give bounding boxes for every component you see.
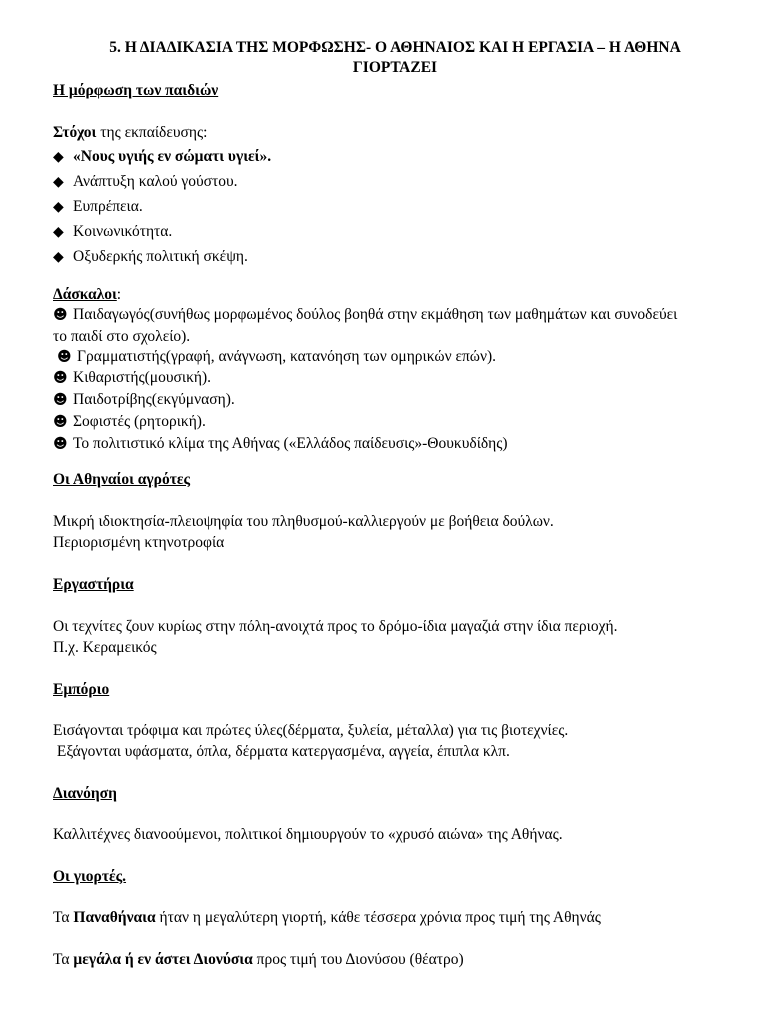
teachers-list-rest	[53, 367, 743, 455]
intellect-text: Καλλιτέχνες διανοούμενοι, πολιτικοί δημιουργούν το «χρυσό αιώνα» της Αθήνας.	[53, 826, 563, 843]
farmers-text: Μικρή ιδιοκτησία-πλειοψηφία του πληθυσμού-καλλιεργούν με βοήθεια δούλων. Περιορισμένη κτηνοτροφία	[53, 513, 554, 551]
goal-item: ◆ «Νους υγιής εν σώματι υγιεί».	[53, 146, 743, 168]
trade-text: Εισάγονται τρόφιμα και πρώτες ύλες(δέρματα, ξυλεία, μέταλλα) για τις βιοτεχνίες. Εξάγονται υφάσματα, όπλα, δέρματα κατεργασμένα, αγγεία, έπιπλα κλπ.	[53, 722, 569, 760]
goals-intro-text: της εκπαίδευσης:	[96, 124, 208, 141]
teacher-item: ☻ Γραμματιστής(γραφή, ανάγνωση, κατανόηση των ομηρικών επών).	[57, 346, 747, 368]
goals-list	[53, 146, 743, 268]
teacher-item: ☻ Σοφιστές (ρητορική).	[53, 411, 743, 433]
diamond-bullet-icon: ◆	[53, 174, 64, 190]
goals-intro	[53, 122, 743, 143]
festivals-heading: Οι γιορτές.	[53, 868, 127, 885]
smiley-bullet-icon: ☻	[53, 307, 68, 323]
teacher-item-pedagogue: ☻ Παιδαγωγός(συνήθως μορφωμένος δούλος βοηθά στην εκμάθηση των μαθημάτων και συνοδεύει το παιδί στο σχολείο).	[53, 306, 678, 345]
smiley-bullet-icon: ☻	[53, 392, 68, 408]
smiley-bullet-icon: ☻	[53, 414, 68, 430]
diamond-bullet-icon: ◆	[53, 199, 64, 215]
teacher-item: ☻ Το πολιτιστικό κλίμα της Αθήνας («Ελλάδος παίδευσις»-Θουκυδίδης)	[53, 433, 743, 455]
title-line-2: ΓΙΟΡΤΑΖΕΙ	[352, 59, 438, 76]
teachers-label: Δάσκαλοι	[53, 286, 117, 303]
dionysia-term: μεγάλα ή εν άστει Διονύσια	[73, 951, 253, 968]
farmers-heading: Οι Αθηναίοι αγρότες	[53, 471, 191, 488]
trade-heading: Εμπόριο	[53, 681, 110, 698]
goals-label: Στόχοι	[53, 124, 97, 141]
diamond-bullet-icon: ◆	[53, 224, 64, 240]
goal-item: ◆ Ανάπτυξη καλού γούστου.	[53, 171, 743, 193]
title-line-1: 5. Η ΔΙΑΔΙΚΑΣΙΑ ΤΗΣ ΜΟΡΦΩΣΗΣ- Ο ΑΘΗΝΑΙΟΣ ΚΑΙ Η ΕΡΓΑΣΙΑ – Η ΑΘΗΝΑ	[109, 39, 681, 56]
teachers-list	[57, 346, 747, 368]
smiley-bullet-icon: ☻	[53, 436, 68, 452]
teacher-item: ☻ Κιθαριστής(μουσική).	[53, 367, 743, 389]
workshops-heading: Εργαστήρια	[53, 576, 134, 593]
diamond-bullet-icon: ◆	[53, 149, 64, 165]
intellect-heading: Διανόηση	[53, 785, 117, 802]
document-title	[40, 38, 750, 78]
festival-panathenaia: Τα Παναθήναια ήταν η μεγαλύτερη γιορτή, κάθε τέσσερα χρόνια προς τιμή της Αθηνάς	[53, 909, 601, 926]
goal-item: ◆ Ευπρέπεια.	[53, 196, 743, 218]
education-heading: Η μόρφωση των παιδιών	[53, 82, 219, 99]
goal-item: ◆ Κοινωνικότητα.	[53, 221, 743, 243]
diamond-bullet-icon: ◆	[53, 249, 64, 265]
smiley-bullet-icon: ☻	[53, 370, 68, 386]
teachers-intro: Δάσκαλοι:	[53, 286, 122, 303]
smiley-bullet-icon: ☻	[57, 349, 72, 365]
goal-item: ◆ Οξυδερκής πολιτική σκέψη.	[53, 246, 743, 268]
teacher-item: ☻ Παιδοτρίβης(εκγύμναση).	[53, 389, 743, 411]
workshops-text: Οι τεχνίτες ζουν κυρίως στην πόλη-ανοιχτά προς το δρόμο-ίδια μαγαζιά στην ίδια περιοχή. Π.χ. Κεραμεικός	[53, 618, 618, 656]
panathenaia-term: Παναθήναια	[73, 909, 156, 926]
festival-dionysia: Τα μεγάλα ή εν άστει Διονύσια προς τιμή του Διονύσου (θέατρο)	[53, 951, 464, 968]
